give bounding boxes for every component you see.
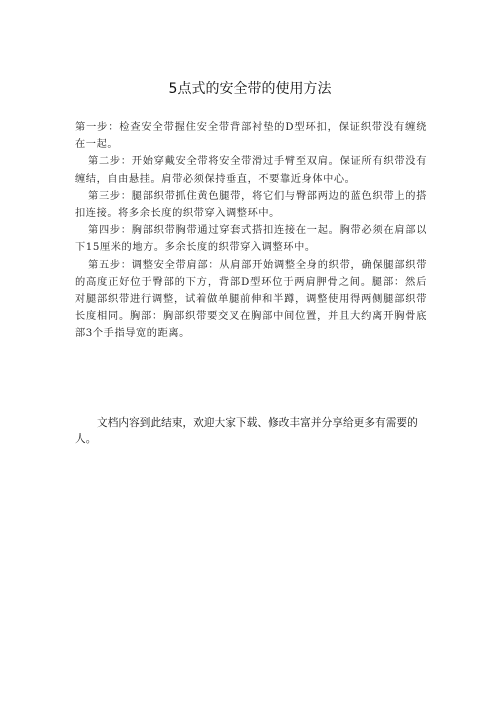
document-body bbox=[75, 119, 427, 343]
step-4-paragraph: 第四步：胸部织带胸带通过穿套式搭扣连接在一起。胸带必须在肩部以下15厘米的地方。多余长度的织带穿入调整环中。 bbox=[75, 225, 427, 254]
step-2-paragraph: 第二步：开始穿戴安全带将安全带滑过手臂至双肩。保证所有织带没有缠结，自由悬挂。肩带必须保持垂直，不要靠近身体中心。 bbox=[75, 156, 427, 185]
step-1-paragraph: 第一步：检查安全带握住安全带背部衬垫的D型环扣，保证织带没有缠绕在一起。 bbox=[75, 122, 427, 151]
closing-note: 文档内容到此结束，欢迎大家下载、修改丰富并分享给更多有需要的人。 bbox=[75, 417, 418, 445]
document-title: 5点式的安全带的使用方法 bbox=[168, 81, 332, 97]
step-3-paragraph: 第三步：腿部织带抓住黄色腿带，将它们与臀部两边的蓝色织带上的搭扣连接。将多余长度的织带穿入调整环中。 bbox=[75, 190, 427, 220]
step-5-paragraph: 第五步：调整安全带肩部：从肩部开始调整全身的织带，确保腿部织带的高度正好位于臀部的下方，背部D型环位于两肩胛骨之间。腿部：然后对腿部织带进行调整，试着做单腿前伸和半蹲，调整使用得两侧腿部织带长度相同。胸部：胸部织带要交叉在胸部中间位置，并且大约离开胸骨底部3个手指导宽的距离。 bbox=[75, 259, 427, 340]
